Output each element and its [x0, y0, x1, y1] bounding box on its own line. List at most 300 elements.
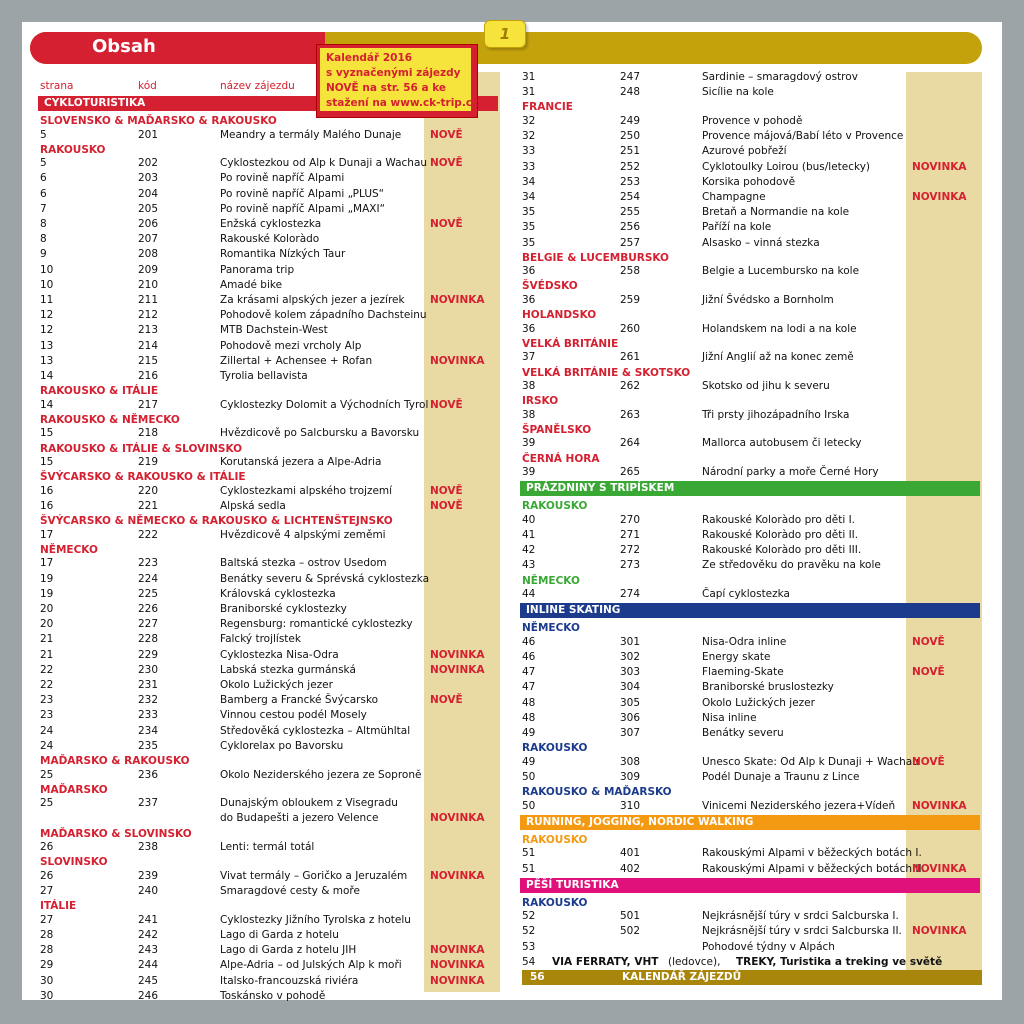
region-heading: RAKOUSKO: [522, 742, 588, 755]
trip-name-cell: Korutanská jezera a Alpe-Adria: [220, 456, 382, 469]
trip-name-cell: Po rovině napříč Alpami: [220, 172, 345, 185]
trip-name-cell: Cyklostezkou od Alp k Dunaji a Wachau: [220, 157, 428, 170]
code-cell: 247: [620, 71, 641, 83]
trip-name-cell: Labská stezka gurmánská: [220, 663, 356, 676]
region-heading: RAKOUSKO: [522, 500, 588, 513]
trip-name-cell: Sicílie na kole: [702, 86, 774, 99]
trip-name-cell: Královská cyklostezka: [220, 587, 336, 600]
page-cell: 24: [40, 724, 54, 737]
new-badge: NOVINKA: [430, 974, 485, 987]
code-cell: 234: [138, 724, 159, 737]
new-badge: NOVINKA: [430, 354, 485, 367]
code-cell: 244: [138, 959, 159, 972]
code-cell: 228: [138, 633, 159, 646]
header-page: strana: [40, 80, 74, 92]
trip-name-cell: Mallorca autobusem či letecky: [702, 437, 862, 450]
region-heading: RAKOUSKO: [40, 143, 106, 156]
trip-name-cell: Jižní Švédsko a Bornholm: [702, 293, 834, 306]
trip-name-cell: Alpská sedla: [220, 500, 286, 512]
new-badge: NOVINKA: [430, 959, 485, 972]
section-bar: PRÁZDNINY S TRIPÍSKEM: [520, 481, 980, 496]
trip-name-cell: Cyklostezky Jižního Tyrolska z hotelu: [220, 913, 411, 926]
page-cell: 8: [40, 218, 47, 230]
trip-name-cell: Dunajským obloukem z Visegradu: [220, 797, 398, 810]
code-cell: 214: [138, 339, 159, 352]
new-badge: NOVINKA: [912, 925, 967, 938]
code-cell: 217: [138, 398, 159, 411]
page-cell: 5: [40, 157, 47, 170]
code-cell: 270: [620, 513, 641, 526]
page-cell: 24: [40, 739, 54, 752]
code-cell: 258: [620, 265, 641, 278]
trip-name-cell: Rakouské Koloràdo pro děti III.: [702, 544, 862, 557]
page-cell: 51: [522, 862, 536, 875]
trip-name-cell: Cyklotoulky Loirou (bus/letecky): [702, 160, 871, 173]
code-cell: 223: [138, 557, 159, 570]
code-cell: 204: [138, 187, 159, 200]
code-cell: 239: [138, 869, 159, 882]
trip-name-cell: Nejkrásnější túry v srdci Salcburska II.: [702, 925, 902, 938]
code-cell: 250: [620, 130, 641, 143]
code-cell: 307: [620, 727, 641, 739]
code-cell: 226: [138, 603, 159, 615]
page-cell: 33: [522, 145, 536, 158]
page-cell: 37: [522, 351, 536, 364]
trip-name-cell: Nisa inline: [702, 711, 757, 724]
trip-name-cell: Čapí cyklostezka: [702, 588, 790, 601]
page-cell: 9: [40, 248, 47, 261]
page-cell: 16: [40, 500, 54, 512]
region-heading: NĚMECKO: [40, 543, 98, 556]
page-cell: 20: [40, 618, 54, 631]
region-heading: RAKOUSKO & ITÁLIE: [40, 385, 159, 398]
page-cell: 32: [522, 114, 536, 127]
trip-name-cell: Panorama trip: [220, 263, 295, 276]
trip-name-cell: Rakouské Koloràdo pro děti II.: [702, 529, 859, 541]
trip-name-cell: Hvězdicově po Salcbursku a Bavorsku: [220, 427, 420, 440]
page-cell: 47: [522, 681, 536, 694]
trip-name-cell: Tři prsty jihozápadního Irska: [702, 408, 850, 421]
new-badge: NOVĚ: [430, 128, 463, 141]
trip-name-cell: Vinnou cestou podél Mosely: [220, 709, 367, 722]
page-cell: 53: [522, 940, 536, 953]
page-cell: 15: [40, 456, 54, 469]
trip-name-cell: Alsasko – vinná stezka: [702, 236, 820, 249]
trip-name-cell: Pohodově mezi vrcholy Alp: [220, 339, 362, 352]
trip-name-cell: Provence májová/Babí léto v Provence: [702, 130, 904, 143]
trip-name-cell: Benátky severu & Sprévská cyklostezka: [220, 572, 430, 585]
new-badge: NOVINKA: [912, 190, 967, 203]
code-cell: 259: [620, 293, 641, 306]
page-cell: 48: [522, 711, 536, 724]
code-cell: 210: [138, 278, 159, 291]
code-cell: 218: [138, 427, 159, 440]
new-badge: NOVĚ: [430, 484, 463, 497]
code-cell: 273: [620, 559, 641, 572]
trip-name-cell: Italsko-francouzská riviéra: [220, 974, 359, 987]
region-heading: ITÁLIE: [40, 900, 77, 913]
section-bar: PĚŠÍ TURISTIKA: [520, 878, 980, 893]
region-heading: ŠVÝCARSKO & NĚMECKO & RAKOUSKO & LICHTENŠTEJNSKO: [40, 515, 393, 528]
page-cell: 35: [522, 206, 536, 219]
new-badge: NOVĚ: [430, 157, 463, 170]
page-cell: 8: [40, 233, 47, 246]
code-cell: 306: [620, 711, 641, 724]
code-cell: 237: [138, 797, 159, 810]
code-cell: 502: [620, 925, 641, 938]
region-heading: ČERNÁ HORA: [522, 452, 600, 465]
code-cell: 212: [138, 309, 159, 322]
page-cell: 50: [522, 799, 536, 812]
trip-name-cell: Korsika pohodově: [702, 175, 796, 188]
new-badge: NOVINKA: [912, 862, 967, 875]
new-badge: NOVĚ: [430, 398, 463, 411]
code-cell: 216: [138, 370, 159, 382]
badge-column-left: [424, 72, 500, 992]
code-cell: 201: [138, 128, 159, 141]
new-badge: NOVINKA: [430, 648, 485, 661]
code-cell: 274: [620, 588, 641, 601]
page-cell: 52: [522, 910, 536, 923]
trip-name-cell: do Budapešti a jezero Velence: [220, 812, 379, 825]
trip-name-cell: Provence v pohodě: [702, 114, 803, 127]
code-cell: 207: [138, 233, 159, 246]
header-code: kód: [138, 80, 157, 92]
code-cell: 501: [620, 910, 641, 923]
trip-name-cell: Rakouské Koloràdo: [220, 233, 320, 246]
calendar-note-line: s vyznačenými zájezdy: [326, 67, 461, 79]
code-cell: 260: [620, 322, 641, 335]
page-cell: 23: [40, 694, 54, 707]
code-cell: 241: [138, 913, 159, 926]
code-cell: 248: [620, 86, 641, 99]
code-cell: 251: [620, 145, 641, 158]
page-cell: 7: [40, 202, 47, 215]
page-cell: 10: [40, 278, 54, 291]
section-bar: INLINE SKATING: [520, 603, 980, 618]
new-badge: NOVINKA: [430, 944, 485, 957]
page-cell: 25: [40, 797, 54, 810]
page-cell: 42: [522, 544, 536, 557]
trip-name-cell: Smaragdové cesty & moře: [220, 885, 360, 897]
code-cell: 249: [620, 114, 641, 127]
page-cell: 12: [40, 324, 54, 337]
region-heading: RAKOUSKO & MAĎARSKO: [522, 786, 672, 799]
page-cell: 36: [522, 293, 536, 306]
region-heading: RAKOUSKO: [522, 833, 588, 846]
code-cell: 219: [138, 456, 159, 469]
trip-name-cell: Bretaň a Normandie na kole: [702, 206, 850, 219]
new-badge: NOVINKA: [912, 799, 967, 812]
code-cell: 246: [138, 989, 159, 1002]
code-cell: 303: [620, 666, 641, 679]
region-heading: SLOVENSKO & MAĎARSKO & RAKOUSKO: [40, 115, 277, 127]
section-bar: CYKLOTURISTIKA: [38, 96, 498, 111]
trip-name-cell: Cyklostezka Nisa-Odra: [220, 648, 339, 661]
code-cell: 304: [620, 681, 641, 694]
trip-name-cell: Středověká cyklostezka – Altmühltal: [220, 724, 411, 737]
section-bar: RUNNING, JOGGING, NORDIC WALKING: [520, 815, 980, 830]
page-cell: 12: [40, 309, 54, 322]
trip-name-cell: Baltská stezka – ostrov Usedom: [220, 557, 387, 570]
region-heading: RAKOUSKO & NĚMECKO: [40, 413, 180, 426]
trip-name-cell: Jižní Anglií až na konec země: [702, 351, 854, 364]
region-heading: VELKÁ BRITÁNIE: [522, 337, 619, 350]
page-cell: 38: [522, 380, 536, 392]
code-cell: 272: [620, 544, 641, 557]
code-cell: 253: [620, 175, 641, 188]
page-cell: 50: [522, 770, 536, 783]
special-note: (ledovce),: [668, 955, 721, 968]
page-cell: 35: [522, 236, 536, 249]
page-cell: 20: [40, 603, 54, 615]
page-cell: 52: [522, 925, 536, 938]
code-cell: 264: [620, 437, 641, 450]
page-cell: 31: [522, 86, 536, 99]
page-cell: 23: [40, 709, 54, 722]
trip-name-cell: Rakouské Koloràdo pro děti I.: [702, 513, 856, 526]
region-heading: BELGIE & LUCEMBURSKO: [522, 251, 669, 264]
footer-bar: [522, 970, 982, 985]
page-cell: 49: [522, 755, 536, 768]
code-cell: 242: [138, 928, 159, 941]
trip-name-cell: Hvězdicově 4 alpskými zeměmi: [220, 528, 386, 541]
page-cell: 11: [40, 294, 54, 306]
trip-name-cell: Za krásami alpských jezer a jezírek: [220, 294, 405, 306]
trip-name-cell: Po rovině napříč Alpami „PLUS“: [220, 187, 385, 200]
page-cell: 6: [40, 187, 47, 200]
page-cell: 33: [522, 160, 536, 173]
code-cell: 263: [620, 408, 641, 421]
code-cell: 208: [138, 248, 159, 261]
page-cell: 46: [522, 651, 536, 663]
trip-name-cell: Bamberg a Francké Švýcarsko: [220, 694, 379, 707]
trip-name-cell: Regensburg: romantické cyklostezky: [220, 618, 413, 631]
page-cell: 48: [522, 696, 536, 709]
special-title: TREKY, Turistika a treking ve světě: [736, 955, 943, 968]
trip-name-cell: Pohodově kolem západního Dachsteinu: [220, 309, 427, 322]
page-cell: 32: [522, 130, 536, 143]
page-cell: 31: [522, 71, 536, 83]
new-badge: NOVINKA: [430, 869, 485, 882]
header-title-band: [30, 32, 325, 64]
trip-name-cell: Podél Dunaje a Traunu z Lince: [702, 770, 860, 783]
new-badge: NOVĚ: [912, 755, 945, 768]
trip-name-cell: Paříží na kole: [702, 221, 772, 234]
page-cell: 30: [40, 974, 54, 987]
trip-name-cell: Cyklostezky Dolomit a Východních Tyrol: [220, 398, 429, 411]
trip-name-cell: Národní parky a moře Černé Hory: [702, 466, 879, 479]
region-heading: RAKOUSKO & ITÁLIE & SLOVINSKO: [40, 442, 243, 455]
region-heading: VELKÁ BRITÁNIE & SKOTSKO: [522, 366, 691, 379]
code-cell: 402: [620, 862, 641, 875]
code-cell: 262: [620, 380, 641, 392]
region-heading: NĚMECKO: [522, 622, 580, 635]
page-cell: 28: [40, 928, 54, 941]
new-badge: NOVĚ: [912, 666, 945, 679]
trip-name-cell: Okolo Neziderského jezera ze Sopronĕ: [220, 768, 422, 781]
page-cell: 44: [522, 588, 536, 601]
page-cell: 21: [40, 648, 54, 661]
page-cell: 5: [40, 128, 47, 141]
code-cell: 215: [138, 354, 159, 367]
trip-name-cell: Ze středověku do pravěku na kole: [702, 559, 881, 572]
code-cell: 265: [620, 466, 641, 479]
code-cell: 224: [138, 572, 159, 585]
trip-name-cell: Champagne: [702, 190, 766, 203]
trip-name-cell: Alpe-Adria – od Julských Alp k moři: [220, 959, 402, 972]
region-heading: FRANCIE: [522, 101, 573, 114]
trip-name-cell: Rakouskými Alpami v běžeckých botách II.: [702, 862, 925, 875]
page-cell: 27: [40, 885, 54, 897]
code-cell: 202: [138, 157, 159, 170]
trip-name-cell: Belgie a Lucembursko na kole: [702, 265, 860, 278]
trip-name-cell: Okolo Lužických jezer: [702, 696, 815, 709]
page-cell: 15: [40, 427, 54, 440]
code-cell: 205: [138, 202, 159, 215]
region-heading: NĚMECKO: [522, 574, 580, 587]
code-cell: 256: [620, 221, 641, 234]
new-badge: NOVĚ: [430, 500, 463, 512]
new-badge: NOVINKA: [430, 812, 485, 825]
page-cell: 54: [522, 955, 536, 968]
trip-name-cell: Amadé bike: [220, 278, 283, 291]
page-cell: 19: [40, 572, 54, 585]
trip-name-cell: Nisa-Odra inline: [702, 635, 787, 648]
page-title: Obsah: [92, 36, 156, 57]
page-cell: 40: [522, 513, 536, 526]
page-cell: 25: [40, 768, 54, 781]
region-heading: RAKOUSKO: [522, 896, 588, 909]
page-cell: 29: [40, 959, 54, 972]
page-cell: 27: [40, 913, 54, 926]
footer-page: 56: [530, 971, 545, 983]
page-cell: 14: [40, 398, 54, 411]
code-cell: 245: [138, 974, 159, 987]
code-cell: 310: [620, 799, 641, 812]
trip-name-cell: Benátky severu: [702, 727, 784, 739]
special-title: VIA FERRATY, VHT: [552, 955, 659, 968]
trip-name-cell: Lenti: termál totál: [220, 841, 315, 854]
new-badge: NOVINKA: [912, 160, 967, 173]
code-cell: 309: [620, 770, 641, 783]
trip-name-cell: Braniborské bruslostezky: [702, 681, 834, 694]
header-name: název zájezdu: [220, 80, 295, 92]
page-cell: 21: [40, 633, 54, 646]
code-cell: 308: [620, 755, 641, 768]
code-cell: 261: [620, 351, 641, 364]
calendar-note-line: Kalendář 2016: [326, 52, 413, 64]
trip-name-cell: Nejkrásnější túry v srdci Salcburska I.: [702, 910, 899, 923]
page-cell: 30: [40, 989, 54, 1002]
page-cell: 22: [40, 663, 54, 676]
trip-name-cell: Vivat termály – Goričko a Jeruzalém: [220, 869, 408, 882]
code-cell: 221: [138, 500, 159, 512]
code-cell: 236: [138, 768, 159, 781]
trip-name-cell: Enžská cyklostezka: [220, 218, 322, 230]
code-cell: 211: [138, 294, 159, 306]
page-cell: 17: [40, 528, 54, 541]
code-cell: 255: [620, 206, 641, 219]
code-cell: 401: [620, 847, 641, 860]
trip-name-cell: Po rovině napříč Alpami „MAXI“: [220, 202, 386, 215]
code-cell: 203: [138, 172, 159, 185]
new-badge: NOVĚ: [430, 218, 463, 230]
region-heading: MAĎARSKO & SLOVINSKO: [40, 827, 192, 840]
page-cell: 51: [522, 847, 536, 860]
region-heading: HOLANDSKO: [522, 309, 597, 322]
new-badge: NOVĚ: [430, 694, 463, 707]
page-cell: 35: [522, 221, 536, 234]
new-badge: NOVINKA: [430, 663, 485, 676]
trip-name-cell: Flaeming-Skate: [702, 666, 784, 679]
trip-name-cell: Tyrolia bellavista: [220, 370, 308, 382]
region-heading: MAĎARSKO: [40, 783, 108, 796]
trip-name-cell: Rakouskými Alpami v běžeckých botách I.: [702, 847, 922, 860]
trip-name-cell: Lago di Garda z hotelu: [220, 928, 339, 941]
page-cell: 6: [40, 172, 47, 185]
page-cell: 28: [40, 944, 54, 957]
calendar-note-text: [326, 51, 478, 111]
page-cell: 26: [40, 869, 54, 882]
trip-name-cell: Romantika Nízkých Taur: [220, 248, 346, 261]
code-cell: 213: [138, 324, 159, 337]
region-heading: SLOVINSKO: [40, 856, 108, 869]
code-cell: 235: [138, 739, 159, 752]
trip-name-cell: Cyklorelax po Bavorsku: [220, 739, 344, 752]
code-cell: 252: [620, 160, 641, 173]
code-cell: 232: [138, 694, 159, 707]
trip-name-cell: Lago di Garda z hotelu JIH: [220, 944, 357, 957]
trip-name-cell: Vinicemi Neziderského jezera+Vídeň: [702, 799, 896, 812]
page-cell: 41: [522, 529, 536, 541]
trip-name-cell: Unesco Skate: Od Alp k Dunaji + Wachau: [702, 755, 919, 768]
code-cell: 301: [620, 635, 641, 648]
page-cell: 19: [40, 587, 54, 600]
page-cell: 13: [40, 339, 54, 352]
page-cell: 39: [522, 466, 536, 479]
trip-name-cell: Braniborské cyklostezky: [220, 603, 347, 615]
region-heading: IRSKO: [522, 395, 559, 408]
code-cell: 229: [138, 648, 159, 661]
region-heading: ŠVÝCARSKO & RAKOUSKO & ITÁLIE: [40, 471, 246, 484]
page-cell: 14: [40, 370, 54, 382]
code-cell: 209: [138, 263, 159, 276]
code-cell: 233: [138, 709, 159, 722]
region-heading: ŠPANĚLSKO: [522, 423, 592, 436]
code-cell: 206: [138, 218, 159, 230]
trip-name-cell: Toskánsko v pohodě: [220, 989, 326, 1002]
code-cell: 227: [138, 618, 159, 631]
calendar-note-line: NOVĚ na str. 56 a ke: [326, 82, 447, 94]
code-cell: 222: [138, 528, 159, 541]
code-cell: 254: [620, 190, 641, 203]
page-cell: 36: [522, 265, 536, 278]
code-cell: 302: [620, 651, 641, 663]
page-cell: 10: [40, 263, 54, 276]
page-cell: 26: [40, 841, 54, 854]
trip-name-cell: MTB Dachstein-West: [220, 324, 328, 337]
region-heading: MAĎARSKO & RAKOUSKO: [40, 755, 190, 767]
code-cell: 238: [138, 841, 159, 854]
code-cell: 225: [138, 587, 159, 600]
code-cell: 305: [620, 696, 641, 709]
code-cell: 231: [138, 679, 159, 691]
region-heading: ŠVÉDSKO: [522, 280, 578, 293]
page-cell: 34: [522, 190, 536, 203]
trip-name-cell: Holandskem na lodi a na kole: [702, 322, 857, 335]
trip-name-cell: Falcký trojlístek: [220, 633, 301, 646]
